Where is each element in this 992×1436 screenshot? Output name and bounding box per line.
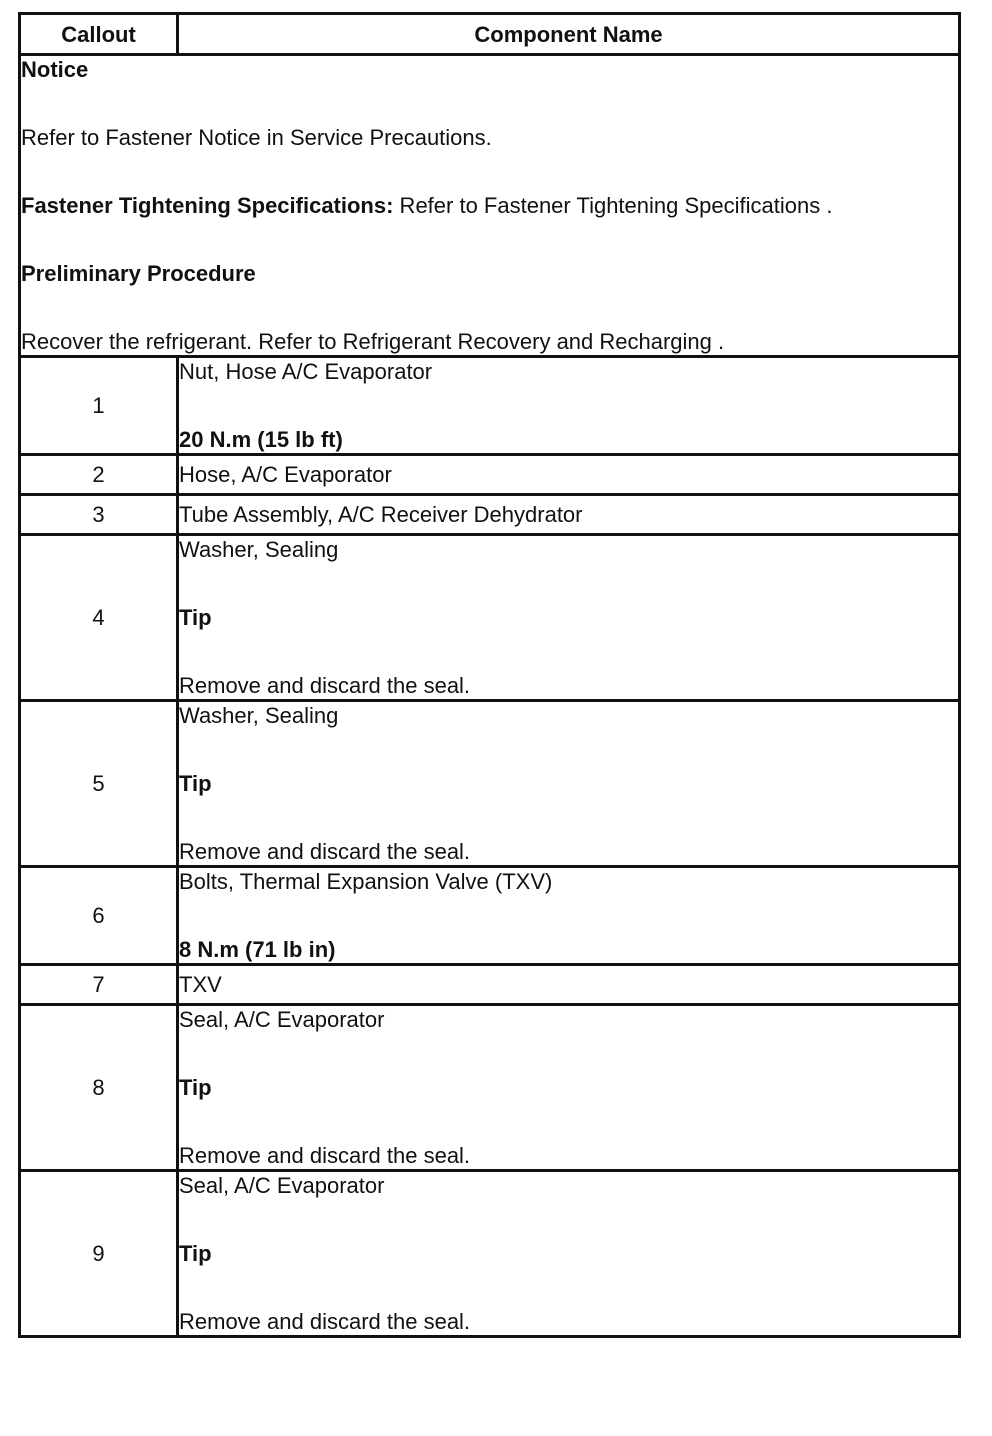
callout-number: 9 [20,1171,178,1337]
component-cell [178,1005,960,1171]
component-cell [178,1171,960,1337]
torque-spec: 8 N.m (71 lb in) [179,937,336,962]
fastener-spec-label: Fastener Tightening Specifications: [21,193,394,218]
fastener-spec-text: Refer to Fastener Tightening Specifications . [393,193,833,218]
component-cell [178,535,960,701]
callout-number: 1 [20,357,178,455]
component-name: Washer, Sealing [179,537,339,562]
component-name: Seal, A/C Evaporator [179,1007,385,1032]
callout-header: Callout [20,14,178,55]
component-name: Nut, Hose A/C Evaporator [179,359,433,384]
callout-number: 5 [20,701,178,867]
tip-text: Remove and discard the seal. [179,673,471,698]
tip-text: Remove and discard the seal. [179,839,471,864]
component-name: Tube Assembly, A/C Receiver Dehydrator [178,495,960,535]
component-name: Bolts, Thermal Expansion Valve (TXV) [179,869,553,894]
callout-number: 4 [20,535,178,701]
component-table [18,12,961,1338]
callout-number: 2 [20,455,178,495]
component-name: Seal, A/C Evaporator [179,1173,385,1198]
preliminary-procedure-text: Recover the refrigerant. Refer to Refrigerant Recovery and Recharging . [21,329,725,354]
table-row [20,1005,960,1171]
component-name-header: Component Name [178,14,960,55]
component-name: TXV [178,965,960,1005]
component-name: Washer, Sealing [179,703,339,728]
tip-text: Remove and discard the seal. [179,1309,471,1334]
torque-spec: 20 N.m (15 lb ft) [179,427,343,452]
fastener-spec [21,192,958,219]
tip-label: Tip [179,1241,212,1266]
callout-number: 7 [20,965,178,1005]
header-row [20,14,960,55]
table-row [20,867,960,965]
callout-number: 3 [20,495,178,535]
component-cell [178,701,960,867]
notice-row [20,55,960,357]
component-cell [178,357,960,455]
notice-text: Refer to Fastener Notice in Service Precautions. [21,125,492,150]
notice-cell [20,55,960,357]
callout-number: 6 [20,867,178,965]
callout-number: 8 [20,1005,178,1171]
table-row [20,357,960,455]
component-cell [178,867,960,965]
tip-label: Tip [179,771,212,796]
table-row [20,701,960,867]
tip-label: Tip [179,605,212,630]
preliminary-procedure-title: Preliminary Procedure [21,261,256,286]
table-row [20,495,960,535]
tip-text: Remove and discard the seal. [179,1143,471,1168]
table-row [20,455,960,495]
table-row [20,535,960,701]
table-row [20,965,960,1005]
tip-label: Tip [179,1075,212,1100]
notice-title: Notice [21,57,89,82]
component-name: Hose, A/C Evaporator [178,455,960,495]
table-row [20,1171,960,1337]
